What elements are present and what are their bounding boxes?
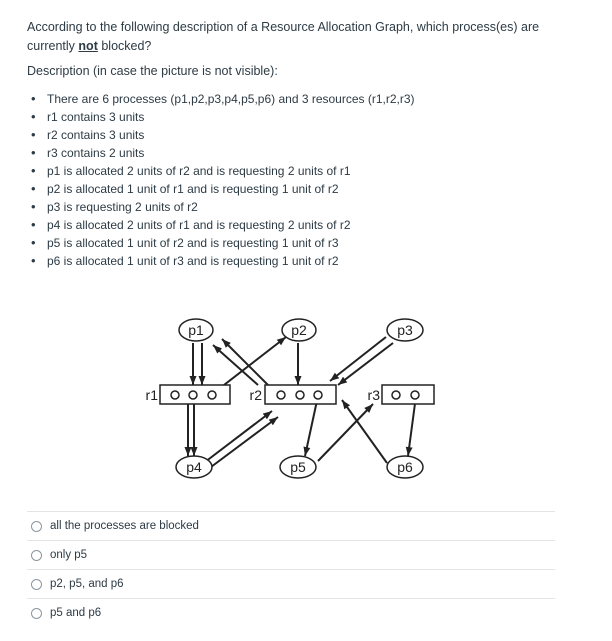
list-item: • p2 is allocated 1 unit of r1 and is requesting 1 unit of r2: [47, 180, 415, 198]
resource-unit-r1: [208, 391, 216, 399]
question-emphasis: not: [78, 39, 98, 53]
resource-unit-r1: [171, 391, 179, 399]
process-p2-label: p2: [291, 322, 307, 338]
process-p6-label: p6: [397, 459, 413, 475]
edge-p4-r2: [205, 411, 272, 462]
answer-label[interactable]: p2, p5, and p6: [50, 578, 124, 590]
resource-r3-label: r3: [367, 387, 380, 403]
resource-unit-r3: [392, 391, 400, 399]
edge-r2-p1: [222, 339, 268, 385]
answer-label[interactable]: all the processes are blocked: [50, 520, 199, 532]
edge-r3-p6: [408, 396, 416, 456]
answer-option[interactable]: [27, 569, 555, 598]
list-item: • p3 is requesting 2 units of r2: [47, 198, 415, 216]
list-item: • p4 is allocated 2 units of r1 and is requesting 2 units of r2: [47, 216, 415, 234]
list-item: • r3 contains 2 units: [47, 144, 415, 162]
edge-r2-p5: [305, 396, 318, 456]
edge-p4-r2: [211, 417, 278, 467]
resource-unit-r3: [411, 391, 419, 399]
resource-unit-r2: [296, 391, 304, 399]
edge-r1-p2: [224, 337, 286, 385]
edge-p6-r2: [342, 400, 387, 463]
edge-p3-r2: [330, 337, 386, 381]
list-item: • There are 6 processes (p1,p2,p3,p4,p5,p6) and 3 resources (r1,r2,r3): [47, 90, 415, 108]
question-part1: According to the following description of a Resource Allocation Graph, which process(es) are currently: [27, 20, 540, 53]
resource-r3-box: [382, 385, 434, 404]
list-item: • r1 contains 3 units: [47, 108, 415, 126]
answer-option[interactable]: [27, 598, 555, 627]
question-part2: blocked?: [101, 39, 152, 53]
resource-unit-r2: [277, 391, 285, 399]
radio-button[interactable]: [31, 608, 42, 619]
process-p4-label: p4: [186, 459, 202, 475]
answer-label[interactable]: only p5: [50, 549, 88, 561]
resource-r1-label: r1: [145, 387, 158, 403]
resource-unit-r1: [189, 391, 197, 399]
answer-option[interactable]: [27, 511, 555, 540]
list-item: • p1 is allocated 2 units of r2 and is requesting 2 units of r1: [47, 162, 415, 180]
resource-r2-label: r2: [249, 387, 262, 403]
process-p3-label: p3: [397, 322, 413, 338]
list-item: • r2 contains 3 units: [47, 126, 415, 144]
process-p5-label: p5: [290, 459, 306, 475]
process-p1-label: p1: [188, 322, 204, 338]
radio-button[interactable]: [31, 579, 42, 590]
edge-p3-r2: [338, 343, 393, 385]
answer-label[interactable]: p5 and p6: [50, 607, 102, 619]
list-item: • p6 is allocated 1 unit of r3 and is requesting 1 unit of r2: [47, 252, 415, 270]
resource-unit-r2: [314, 391, 322, 399]
radio-button[interactable]: [31, 550, 42, 561]
answer-option[interactable]: [27, 540, 555, 569]
radio-button[interactable]: [31, 521, 42, 532]
list-item: • p5 is allocated 1 unit of r2 and is requesting 1 unit of r3: [47, 234, 415, 252]
description-heading: Description (in case the picture is not visible):: [27, 64, 278, 78]
